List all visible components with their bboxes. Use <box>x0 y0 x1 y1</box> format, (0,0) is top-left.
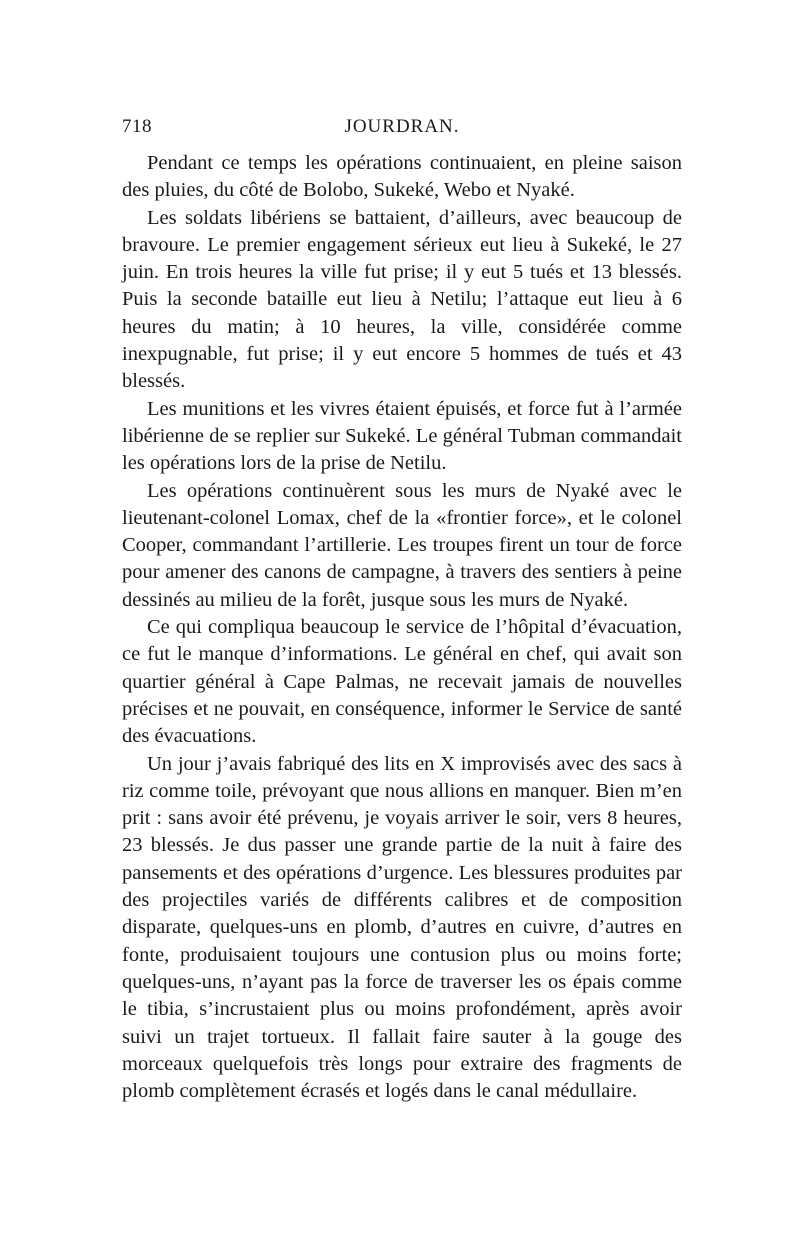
paragraph: Les opérations continuèrent sous les murs de Nyaké avec le lieutenant-colonel Lomax, chef de la «frontier force», et le colonel Cooper, commandant l’artillerie. Les troupes firent un tour de force pour amener des canons de campagne, à travers des sentiers à peine dessinés au milieu de la forêt, jusque sous les murs de Nyaké. <box>122 479 682 611</box>
page-number: 718 <box>122 116 152 137</box>
paragraph: Pendant ce temps les opérations continuaient, en pleine saison des pluies, du côté de Bolobo, Sukeké, Webo et Nyaké. <box>122 152 682 202</box>
paragraph: Un jour j’avais fabriqué des lits en X improvisés avec des sacs à riz comme toile, prévoyant que nous allions en manquer. Bien m’en prit : sans avoir été prévenu, je voyais arriver le soir, vers 8 heures, 23 blessés. Je dus passer une grande partie de la nuit à faire des pansements et des opérations d’urgence. Les blessures produites par des projectiles variés de différents calibres et de composition disparate, quelques-uns en plomb, d’autres en cuivre, d’autres en fonte, produisaient toujours une contusion plus ou moins forte; quelques-uns, n’ayant pas la force de traverser les os épais comme le tibia, s’incrustaient plus ou moins profondément, après avoir suivi un trajet tortueux. Il fallait faire sauter à la gouge des morceaux quelquefois très longs pour extraire des fragments de plomb complètement écrasés et logés dans le canal médullaire. <box>122 752 682 1103</box>
paragraph: Les munitions et les vivres étaient épuisés, et force fut à l’armée libérienne de se replier sur Sukeké. Le général Tubman commandait les opérations lors de la prise de Netilu. <box>122 397 682 475</box>
body-text <box>122 150 682 1105</box>
paragraph: Ce qui compliqua beaucoup le service de l’hôpital d’évacuation, ce fut le manque d’informations. Le général en chef, qui avait son quartier général à Cape Palmas, ne recevait jamais de nouvelles précises et ne pouvait, en conséquence, informer le Service de santé des évacuations. <box>122 616 682 748</box>
running-head <box>122 116 682 140</box>
running-title: JOURDRAN. <box>344 116 460 137</box>
paragraph: Les soldats libériens se battaient, d’ailleurs, avec beaucoup de bravoure. Le premier engagement sérieux eut lieu à Sukeké, le 27 juin. En trois heures la ville fut prise; il y eut 5 tués et 13 blessés. Puis la seconde bataille eut lieu à Netilu; l’attaque eut lieu à 6 heures du matin; à 10 heures, la ville, considérée comme inexpugnable, fut prise; il y eut encore 5 hommes de tués et 43 blessés. <box>122 206 682 393</box>
